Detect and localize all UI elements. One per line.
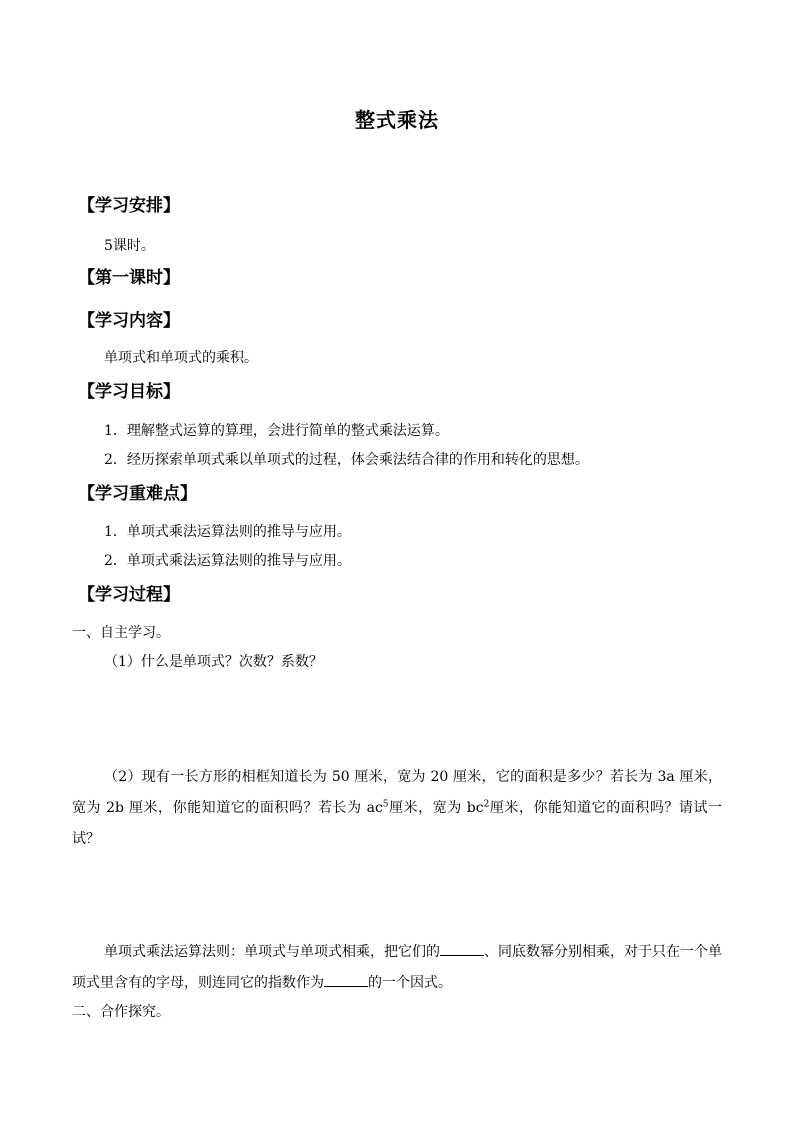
heading-process: 【学习过程】 — [78, 585, 180, 605]
question-2-part-a: （2）现有一长方形的相框知道长为 50 厘米，宽为 20 厘米，它的面积是多少？若长为 3a 厘米，宽为 2b 厘米，你能知道它的面积吗？若长为 ac — [72, 769, 722, 816]
question-2-part-b: 厘米，宽为 bc — [388, 800, 484, 816]
content-text: 单项式和单项式的乘积。 — [104, 350, 258, 366]
question-2-exponent-1: 5 — [382, 799, 389, 810]
heading-keypoints: 【学习重难点】 — [78, 484, 197, 504]
question-2-part-c: 厘米，你能知道它的面积吗？请试一试？ — [72, 800, 723, 847]
heading-lesson1: 【第一课时】 — [78, 268, 180, 288]
fill-blank-1[interactable] — [440, 941, 484, 956]
fill-blank-2[interactable] — [324, 972, 368, 987]
question-1: （1）什么是单项式？次数？系数？ — [104, 654, 323, 670]
question-2-exponent-2: 2 — [483, 799, 490, 810]
goal-item-1: 1．理解整式运算的算理，会进行简单的整式乘法运算。 — [104, 423, 449, 439]
section-heading-2: 二、合作探究。 — [72, 1004, 170, 1020]
rule-part-c: 的一个因式。 — [368, 975, 452, 991]
arrangement-text: 5课时。 — [104, 238, 155, 254]
goal-item-2: 2．经历探索单项式乘以单项式的过程，体会乘法结合律的作用和转化的思想。 — [104, 452, 589, 468]
rule-part-b: 、同底数幂分别相乘，对于只在一个单项式里含有的字母，则连同它的指数作为 — [72, 944, 722, 991]
keypoint-item-1: 1．单项式乘法运算法则的推导与应用。 — [104, 524, 351, 540]
heading-goals: 【学习目标】 — [78, 382, 180, 402]
heading-arrangement: 【学习安排】 — [78, 196, 180, 216]
section-heading-1: 一、自主学习。 — [72, 625, 170, 641]
rule-part-a: 单项式乘法运算法则：单项式与单项式相乘，把它们的 — [104, 944, 440, 960]
document-title: 整式乘法 — [355, 108, 439, 132]
question-2 — [72, 762, 722, 855]
multiplication-rule — [72, 937, 722, 999]
heading-content: 【学习内容】 — [78, 311, 180, 331]
keypoint-item-2: 2．单项式乘法运算法则的推导与应用。 — [104, 553, 351, 569]
